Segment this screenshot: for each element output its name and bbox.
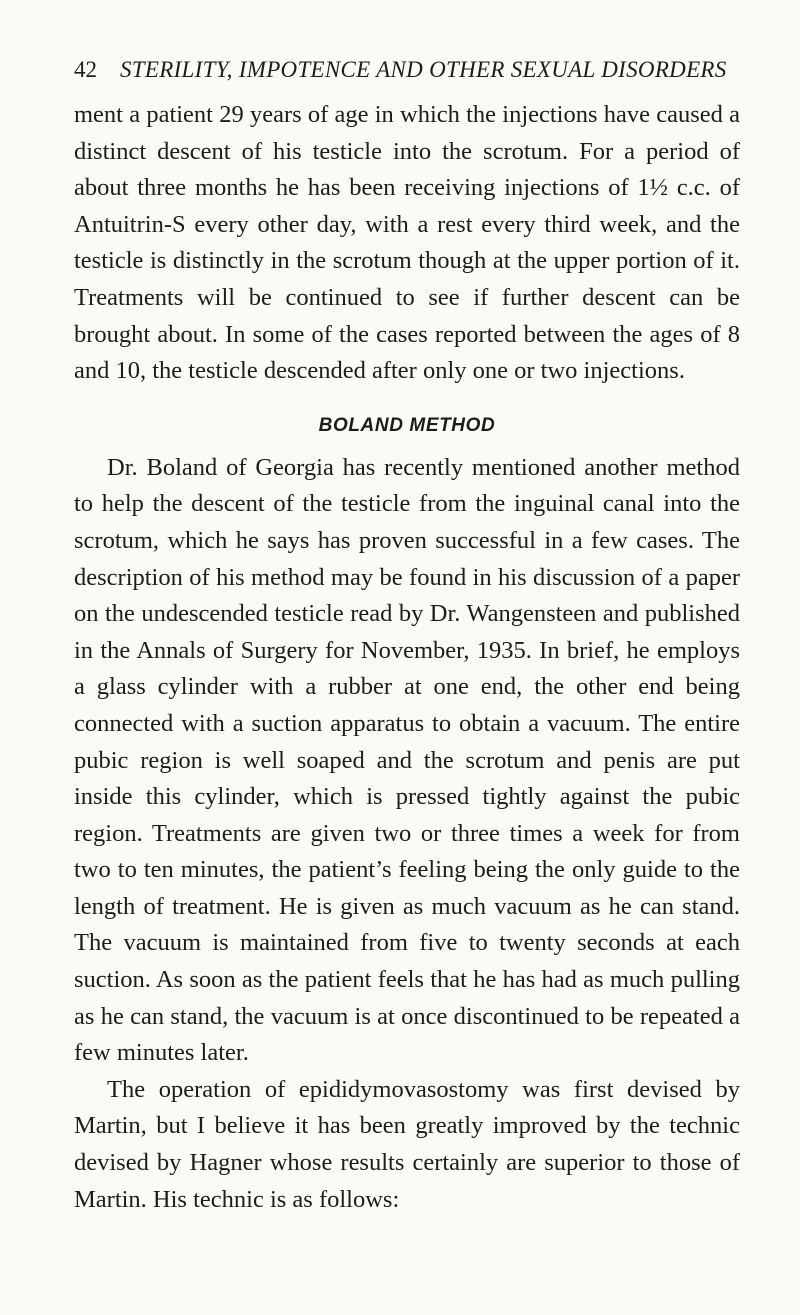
page-body [74,97,740,1218]
page-number: 42 [74,57,97,82]
paragraph-boland-method: Dr. Boland of Georgia has recently mentioned another method to help the descent of the testicle from the inguinal canal into the scrotum, which he says has proven successful in a few cases. The description of his method may be found in his discussion of a paper on the undescended testicle read by Dr. Wangensteen and published in the Annals of Surgery for November, 1935. In brief, he employs a glass cylinder with a rubber at one end, the other end being connected with a suction apparatus to obtain a vacuum. The entire pubic region is well soaped and the scrotum and penis are put inside this cylinder, which is pressed tightly against the pubic region. Treatments are given two or three times a week for from two to ten minutes, the patient’s feeling being the only guide to the length of treatment. He is given as much vacuum as he can stand. The vacuum is maintained from five to twenty seconds at each suction. As soon as the patient feels that he has had as much pulling as he can stand, the vacuum is at once discontinued to be repeated a few minutes later. [74,453,740,1067]
paragraph-continuation: ment a patient 29 years of age in which the injections have caused a distinct descent of his testicle into the scrotum. For a period of about three months he has been receiving injections of 1½ c.c. of Antuitrin-S every other day, with a rest every third week, and the testicle is distinctly in the scrotum though at the upper portion of it. Treatments will be continued to see if further descent can be brought about. In some of the cases reported between the ages of 8 and 10, the testicle descended after only one or two injections. [74,101,740,385]
running-title: STERILITY, IMPOTENCE AND OTHER SEXUAL DISORDERS [120,57,727,82]
paragraph-epididymovasostomy: The operation of epididymovasostomy was first devised by Martin, but I believe it has been greatly improved by the technic devised by Hagner whose results certainly are superior to those of Martin. His technic is as follows: [74,1075,740,1213]
section-heading: BOLAND METHOD [318,414,496,436]
page-header [74,50,734,90]
